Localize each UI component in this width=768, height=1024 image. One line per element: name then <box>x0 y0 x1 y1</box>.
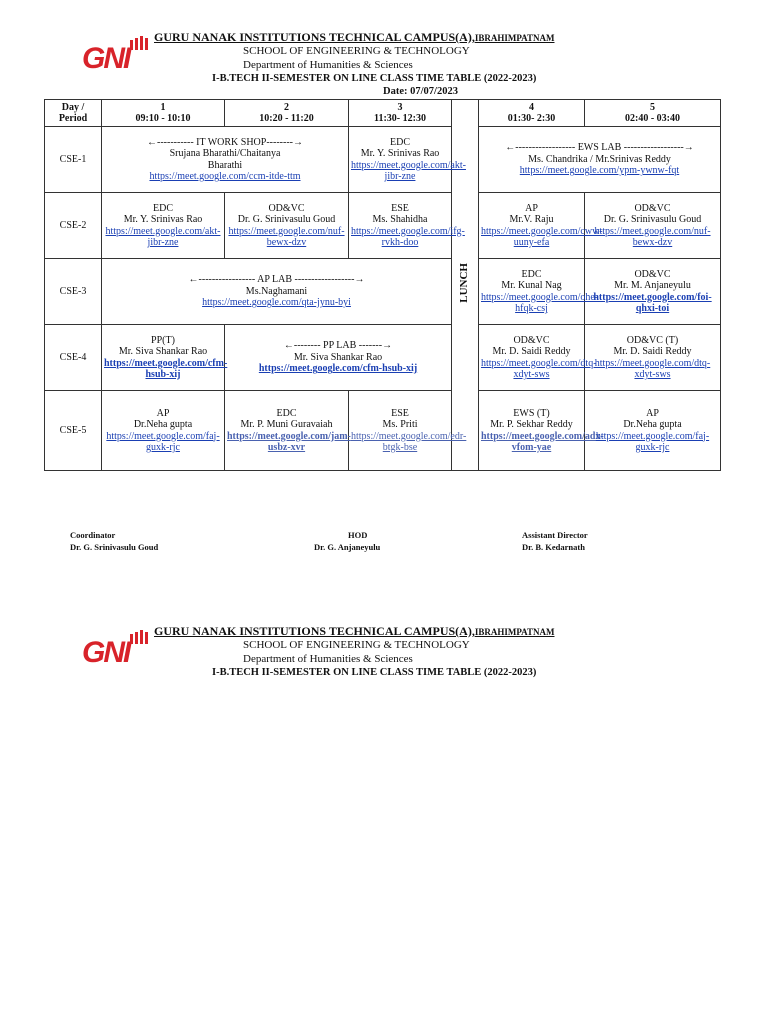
meet-link[interactable]: https://meet.google.com/jam-usbz-xvr <box>227 430 351 453</box>
class-cell <box>479 193 603 259</box>
cell-subject: EWS (T) <box>513 407 550 419</box>
institution-name <box>154 624 555 639</box>
class-label: CSE-3 <box>45 259 102 325</box>
cell-subject: AP <box>646 407 659 419</box>
timetable-date: Date: 07/07/2023 <box>383 86 458 97</box>
lunch-label: LUNCH <box>458 263 471 304</box>
cell-teacher: Mr. Y. Srinivas Rao <box>360 148 440 159</box>
cell-subject: ESE <box>391 407 409 419</box>
table-row <box>45 391 721 471</box>
meet-link[interactable]: https://meet.google.com/dtq-xdyt-sws <box>594 357 711 380</box>
cell-teacher: Mr. P. Muni Guravaiah <box>240 419 333 430</box>
timetable-title: I-B.TECH II-SEMESTER ON LINE CLASS TIME TABLE (2022-2023) <box>212 73 537 84</box>
meet-link[interactable]: https://meet.google.com/akt-jibr-zne <box>351 159 466 182</box>
logo <box>82 36 152 76</box>
class-cell <box>585 259 721 325</box>
meet-link[interactable]: https://meet.google.com/ccm-itde-ttm <box>149 171 301 182</box>
period-time: 10:20 - 11:20 <box>259 113 314 124</box>
class-cell <box>479 259 599 325</box>
period-header <box>225 100 349 127</box>
cell-teacher: Ms. Priti <box>382 419 418 430</box>
cell-subject: OD&VC <box>513 334 550 346</box>
period-num: 2 <box>284 101 289 113</box>
meet-link[interactable]: https://meet.google.com/nuf-bewx-dzv <box>228 225 345 248</box>
cell-teacher: Ms.Naghamani <box>245 285 308 297</box>
table-row <box>45 259 721 325</box>
school-name: SCHOOL OF ENGINEERING & TECHNOLOGY <box>243 639 470 651</box>
logo-text: GNI <box>82 636 130 669</box>
table-row <box>45 193 721 259</box>
signature-name: Dr. G. Anjaneyulu <box>314 542 381 552</box>
class-cell <box>585 391 721 471</box>
cell-title: ←-------- PP LAB -------→ <box>283 340 393 352</box>
logo-bars-icon <box>130 36 152 50</box>
pp-lab-cell <box>225 325 452 391</box>
period-time: 09:10 - 10:10 <box>135 113 191 124</box>
cell-teacher: Mr. D. Saidi Reddy <box>492 346 571 357</box>
signature-coordinator <box>70 529 158 553</box>
meet-link[interactable]: https://meet.google.com/ypm-ywnw-fqt <box>519 165 680 177</box>
class-cell <box>102 193 225 259</box>
ap-lab-cell <box>102 259 452 325</box>
period-time: 11:30- 12:30 <box>374 113 426 124</box>
period-num: 1 <box>160 101 166 113</box>
cell-teacher: Ms. Shahidha <box>372 214 428 225</box>
meet-link[interactable]: https://meet.google.com/cfm-hsub-xij <box>104 357 228 380</box>
cell-subject: PP(T) <box>151 334 175 346</box>
signature-role: Assistant Director <box>522 530 588 540</box>
cell-subject: EDC <box>521 268 542 280</box>
cell-subject: AP <box>525 202 538 214</box>
cell-teacher: Mr. Kunal Nag <box>501 280 562 291</box>
cell-title: ←----------- IT WORK SHOP--------→ <box>147 136 303 148</box>
class-label: CSE-2 <box>45 193 102 259</box>
logo <box>82 630 152 670</box>
class-cell <box>585 325 721 391</box>
cell-teacher: Dr. G. Srinivasulu Goud <box>237 214 336 225</box>
class-cell <box>102 391 225 471</box>
meet-link[interactable]: https://meet.google.com/cfm-hsub-xij <box>258 363 418 375</box>
class-cell <box>225 391 349 471</box>
cell-title: ←----------------- AP LAB ------------------→ <box>188 274 365 286</box>
cell-subject: EDC <box>153 202 173 214</box>
cell-teacher: Mr. Y. Srinivas Rao <box>123 214 203 225</box>
institution-name <box>154 30 555 45</box>
cell-teacher: Mr. D. Saidi Reddy <box>613 346 692 357</box>
cell-subject: OD&VC <box>634 268 671 280</box>
department-name: Department of Humanities & Sciences <box>243 653 413 665</box>
signature-name: Dr. B. Kedarnath <box>522 542 585 552</box>
cell-subject: EDC <box>390 136 410 148</box>
header-row <box>45 100 721 127</box>
cell-subject: OD&VC (T) <box>626 334 679 346</box>
class-label: CSE-1 <box>45 127 102 193</box>
class-cell <box>479 391 604 471</box>
period-header <box>102 100 225 127</box>
cell-title: ←------------------ EWS LAB ------------------→ <box>505 142 694 154</box>
timetable-title: I-B.TECH II-SEMESTER ON LINE CLASS TIME TABLE (2022-2023) <box>212 667 537 678</box>
cell-teacher: Srujana Bharathi/Chaitanya Bharathi <box>169 148 281 171</box>
table-row <box>45 325 721 391</box>
it-workshop-cell <box>102 127 349 193</box>
meet-link[interactable]: https://meet.google.com/faj-guxk-rjc <box>106 430 220 453</box>
meet-link[interactable]: https://meet.google.com/nuf-bewx-dzv <box>594 225 711 248</box>
cell-subject: OD&VC <box>268 202 305 214</box>
logo-text: GNI <box>82 42 130 75</box>
meet-link[interactable]: https://meet.google.com/ifg-rvkh-doo <box>351 225 465 248</box>
meet-link[interactable]: https://meet.google.com/adx-vfom-yae <box>481 430 604 453</box>
cell-teacher: Mr. M. Anjaneyulu <box>614 280 691 291</box>
cell-subject: ESE <box>391 202 409 214</box>
ews-lab-cell <box>479 127 721 193</box>
table-row <box>45 127 721 193</box>
cell-subject: EDC <box>276 407 297 419</box>
meet-link[interactable]: https://meet.google.com/qta-jynu-byi <box>202 297 351 309</box>
timetable <box>44 99 721 471</box>
corner-cell: Day / Period <box>45 100 102 127</box>
school-name: SCHOOL OF ENGINEERING & TECHNOLOGY <box>243 45 470 57</box>
meet-link[interactable]: https://meet.google.com/dtq-xdyt-sws <box>481 357 597 380</box>
period-header <box>479 100 585 127</box>
signature-role: Coordinator <box>70 530 116 540</box>
meet-link[interactable]: https://meet.google.com/ohe-hfqk-csj <box>481 291 599 314</box>
class-cell <box>225 193 349 259</box>
class-cell <box>349 193 465 259</box>
meet-link[interactable]: https://meet.google.com/akt-jibr-zne <box>105 225 221 248</box>
class-cell <box>479 325 597 391</box>
lunch-column <box>452 100 479 471</box>
cell-teacher: Dr. G. Srinivasulu Goud <box>603 214 702 225</box>
cell-teacher: Mr. Siva Shankar Rao <box>293 351 383 363</box>
institution-text: GURU NANAK INSTITUTIONS TECHNICAL CAMPUS(A), <box>154 624 475 638</box>
cell-subject: OD&VC <box>634 202 671 214</box>
cell-teacher: Dr.Neha gupta <box>623 419 682 430</box>
class-cell <box>349 391 467 471</box>
period-time: 01:30- 2:30 <box>507 113 556 124</box>
department-name: Department of Humanities & Sciences <box>243 59 413 71</box>
cell-teacher: Mr. Siva Shankar Rao <box>118 346 208 357</box>
class-cell <box>349 127 466 193</box>
cell-teacher: Dr.Neha gupta <box>133 419 193 430</box>
meet-link[interactable]: https://meet.google.com/faj-guxk-rjc <box>595 430 710 453</box>
cell-subject: AP <box>156 407 170 419</box>
logo-bars-icon <box>130 630 152 644</box>
institution-location: IBRAHIMPATNAM <box>474 627 555 637</box>
class-cell <box>102 325 228 391</box>
class-label: CSE-5 <box>45 391 102 471</box>
period-header <box>585 100 721 127</box>
institution-text: GURU NANAK INSTITUTIONS TECHNICAL CAMPUS(A), <box>154 30 475 44</box>
meet-link[interactable]: https://meet.google.com/edr-btgk-bse <box>351 430 467 453</box>
cell-teacher: Mr. P. Sekhar Reddy <box>490 419 573 430</box>
institution-location: IBRAHIMPATNAM <box>474 33 555 43</box>
signature-role: HOD <box>348 530 368 540</box>
cell-teacher: Ms. Chandrika / Mr.Srinivas Reddy <box>528 153 671 165</box>
meet-link[interactable]: https://meet.google.com/foi-qhxi-toi <box>593 291 712 314</box>
signature-name: Dr. G. Srinivasulu Goud <box>70 542 159 552</box>
period-header <box>349 100 452 127</box>
period-num: 3 <box>397 101 403 113</box>
meet-link[interactable]: https://meet.google.com/cww-uuny-efa <box>481 225 603 248</box>
cell-teacher: Mr.V. Raju <box>509 214 554 225</box>
class-cell <box>585 193 721 259</box>
period-num: 5 <box>650 101 655 113</box>
class-label: CSE-4 <box>45 325 102 391</box>
period-time: 02:40 - 03:40 <box>625 113 680 124</box>
signature-hod <box>314 529 380 553</box>
period-num: 4 <box>529 101 534 113</box>
signature-assistant-director <box>522 529 588 553</box>
